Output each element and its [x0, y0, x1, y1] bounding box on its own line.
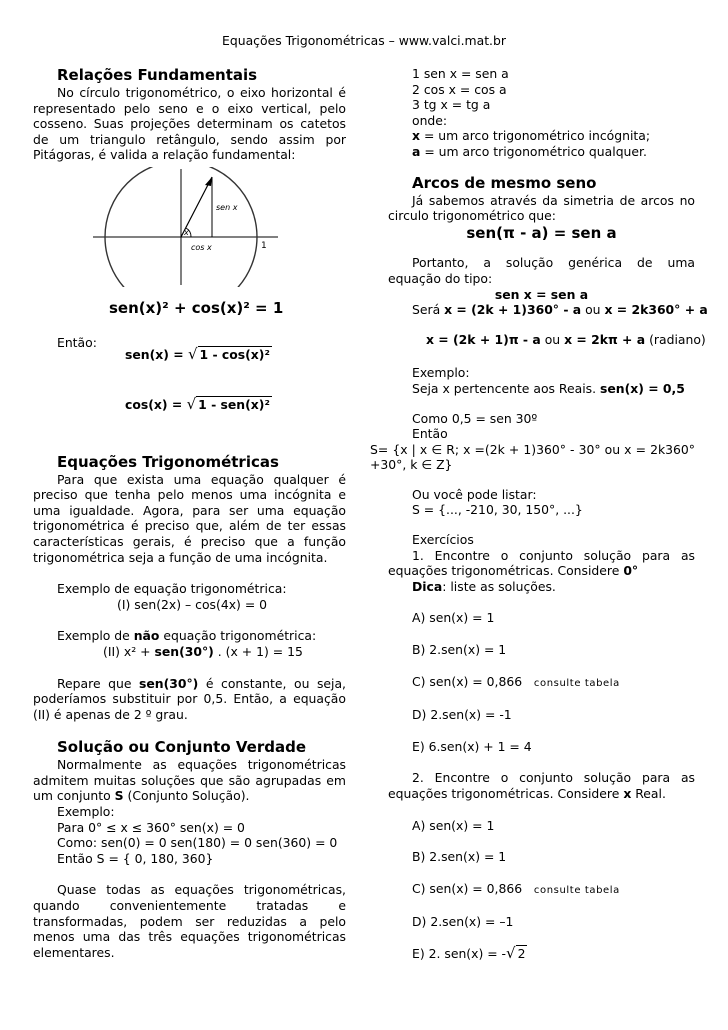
- ex2-item-c: C) sen(x) = 0,866 consulte tabela: [412, 880, 620, 896]
- radius-arrow: [205, 177, 212, 186]
- elementary-eq-1: 1 sen x = sen a: [412, 66, 509, 81]
- section-title-arcos: Arcos de mesmo seno: [412, 173, 597, 192]
- ex1-equation: (I) sen(2x) – cos(4x) = 0: [117, 596, 268, 612]
- solucao-paragraph: Normalmente as equações trigonométricas admitem muitas soluções que são agrupadas em um conjunto S (Conjunto Solução).: [33, 757, 346, 804]
- solucao-como: Como: sen(0) = 0 sen(180) = 0 sen(360) = 0: [57, 835, 338, 851]
- solucao-entao: Então S = { 0, 180, 360}: [57, 850, 214, 866]
- solucao-exemplo-label: Exemplo:: [57, 804, 115, 820]
- exercise-2-prompt: 2. Encontre o conjunto solução para as equações trigonométricas. Considere x Real.: [388, 770, 695, 801]
- dica-line: Dica: liste as soluções.: [412, 578, 556, 594]
- ex2-item-e: E) 2. sen(x) = -√ 2: [412, 943, 526, 962]
- sqrt-icon: √: [186, 394, 197, 413]
- sera-radians: x = (2k + 1)π - a ou x = 2kπ + a (radiano): [426, 331, 706, 347]
- ex1-item-b: B) 2.sen(x) = 1: [412, 642, 507, 658]
- entao-formulas: [33, 335, 346, 415]
- quase-paragraph: Quase todas as equações trigonométricas, quando convenientemente tratadas e transformadas, podem ser reduzidas a pelo menos uma das três equações trigonométricas elementares.: [33, 882, 346, 960]
- exercise-1-prompt: 1. Encontre o conjunto solução para as equações trigonométricas. Considere 0°: [388, 547, 695, 579]
- fig-cos-label: cos x: [191, 242, 212, 252]
- arcos-paragraph: Já sabemos através da simetria de arcos no circulo trigonométrico que:: [388, 192, 695, 224]
- ex1-item-c: C) sen(x) = 0,866 consulte tabela: [412, 673, 620, 689]
- ex2-item-d: D) 2.sen(x) = –1: [412, 914, 514, 930]
- repare-paragraph: Repare que sen(30°) é constante, ou seja, poderíamos substituir por 0,5. Então, a equação (II) é apenas de 2 º grau.: [33, 675, 346, 722]
- sen-formula: [125, 344, 272, 363]
- exercicios-label: Exercícios: [412, 532, 474, 548]
- a-definition: a = um arco trigonométrico qualquer.: [412, 143, 647, 159]
- seja-line: Seja x pertencente aos Reais. sen(x) = 0,5: [412, 380, 685, 396]
- unit-circle-figure: [33, 167, 346, 287]
- sen-pi-identity: sen(π - a) = sen a: [466, 223, 617, 242]
- sera-degrees: Será x = (2k + 1)360° - a ou x = 2k360° + a: [412, 302, 708, 318]
- ex2-label: Exemplo de não equação trigonométrica:: [57, 628, 317, 644]
- onde-label: onde:: [412, 112, 448, 128]
- solucao-para: Para 0° ≤ x ≤ 360° sen(x) = 0: [57, 819, 245, 835]
- relacoes-paragraph: No círculo trigonométrico, o eixo horizontal é representado pelo seno e o eixo vertical, pelo cosseno. Suas projeções determinam os catetos de um triangulo retângulo, sendo assim por Pitágoras, é valida a relação fundamental:: [33, 85, 346, 163]
- cos-formula-radicand: 1 - sen(x)²: [198, 396, 270, 412]
- section-title-equacoes: Equações Trigonométricas: [57, 452, 279, 471]
- fig-x-label: x: [184, 227, 189, 237]
- elementary-eq-3: 3 tg x = tg a: [412, 97, 491, 113]
- exemplo-label: Exemplo:: [412, 365, 470, 381]
- cos-formula: [125, 394, 272, 413]
- section-title-solucao: Solução ou Conjunto Verdade: [57, 738, 306, 757]
- page-header: Equações Trigonométricas – www.valci.mat.br: [222, 33, 506, 48]
- ex1-item-e: E) 6.sen(x) + 1 = 4: [412, 738, 532, 754]
- ex2-item-a: A) sen(x) = 1: [412, 817, 495, 833]
- solution-set: S= {x | x ∈ R; x =(2k + 1)360° - 30° ou x = 2k360° +30°, k ∈ Z}: [370, 441, 695, 473]
- entao-line: Então: [412, 426, 448, 442]
- portanto-paragraph: Portanto, a solução genérica de uma equação do tipo:: [388, 255, 695, 286]
- sqrt-icon: √: [506, 943, 516, 962]
- section-title-relacoes: Relações Fundamentais: [57, 66, 258, 84]
- fig-sen-label: sen x: [216, 202, 238, 212]
- senx-sena: sen x = sen a: [494, 286, 589, 302]
- ex1-item-d: D) 2.sen(x) = -1: [412, 707, 512, 723]
- como-line: Como 0,5 = sen 30º: [412, 410, 538, 426]
- ou-listar: Ou você pode listar:: [412, 486, 537, 502]
- equacoes-paragraph: Para que exista uma equação qualquer é preciso que tenha pelo menos uma incógnita e uma igualdade. Agora, para ser uma equação trigonométrica é preciso que, além de ter essas características gerais, é preciso que a função trigonométrica seja a função de uma incógnita.: [33, 471, 346, 565]
- sen-formula-radicand: 1 - cos(x)²: [199, 346, 270, 362]
- sqrt-icon: √: [187, 344, 198, 363]
- sen-formula-lhs: sen(x) =: [125, 346, 184, 362]
- x-definition: x = um arco trigonométrico incógnita;: [412, 128, 651, 144]
- entao-label: Então:: [57, 334, 97, 350]
- ex1-item-a: A) sen(x) = 1: [412, 610, 495, 626]
- right-column: [370, 66, 708, 962]
- ex2-equation: (II) x² + sen(30°) . (x + 1) = 15: [103, 643, 303, 659]
- cos-formula-lhs: cos(x) =: [125, 396, 183, 412]
- elementary-eq-2: 2 cos x = cos a: [412, 81, 507, 97]
- unit-circle-svg: [33, 167, 346, 287]
- left-column: [33, 66, 346, 960]
- fig-one-label: 1: [261, 240, 267, 251]
- fundamental-relation: sen(x)² + cos(x)² = 1: [109, 298, 284, 317]
- ex1-label: Exemplo de equação trigonométrica:: [57, 581, 287, 597]
- ex2-item-b: B) 2.sen(x) = 1: [412, 849, 507, 865]
- solution-list: S = {..., -210, 30, 150°, ...}: [412, 502, 583, 518]
